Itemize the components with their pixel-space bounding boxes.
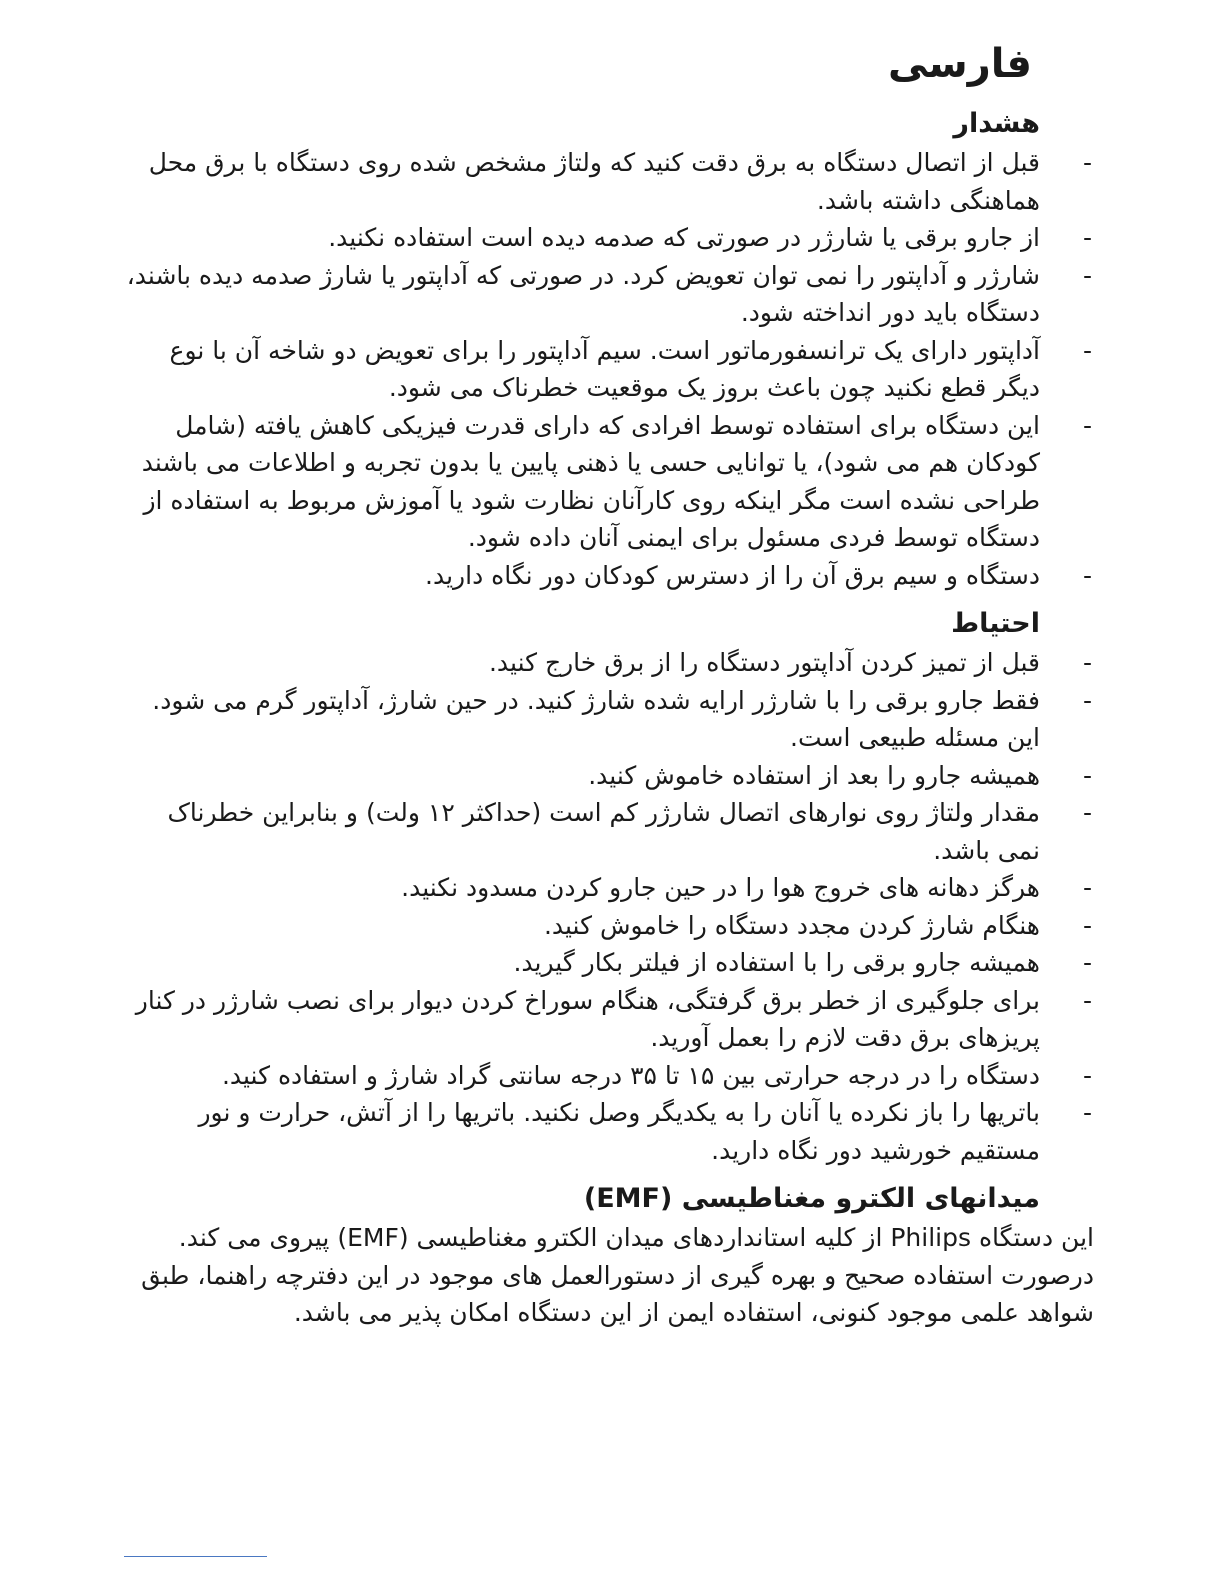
list-item (118, 794, 1094, 869)
list-item (118, 644, 1094, 682)
list-item (118, 219, 1094, 257)
list-item-text: از جارو برقی یا شارژر در صورتی که صدمه دیده است استفاده نکنید. (328, 223, 1040, 252)
list-item-text: شارژر و آداپتور را نمی توان تعویض کرد. در صورتی که آداپتور یا شارژ صدمه دیده باشند، دستگاه باید دور انداخته شود. (126, 260, 1040, 327)
bullet-dash: - (1082, 798, 1092, 827)
list-item (118, 869, 1094, 907)
bullet-dash: - (1082, 948, 1092, 977)
list-item-text: برای جلوگیری از خطر برق گرفتگی، هنگام سوراخ کردن دیوار برای نصب شارژر در کنار پریزهای برق دقت لازم را بعمل آورید. (135, 985, 1040, 1052)
warning-list (118, 144, 1094, 594)
list-item-text: هرگز دهانه های خروج هوا را در حین جارو کردن مسدود نکنید. (401, 873, 1040, 902)
emf-paragraph: درصورت استفاده صحیح و بهره گیری از دستورالعمل های موجود در این دفترچه راهنما، طبق شواهد علمی موجود کنونی، استفاده ایمن از این دستگاه امکان پذیر می باشد. (141, 1260, 1094, 1327)
bullet-dash: - (1082, 1098, 1092, 1127)
caution-heading: احتیاط (951, 608, 1040, 639)
bullet-dash: - (1082, 648, 1092, 677)
list-item-text: قبل از تمیز کردن آداپتور دستگاه را از برق خارج کنید. (488, 648, 1040, 677)
list-item-text: هنگام شارژ کردن مجدد دستگاه را خاموش کنید. (543, 910, 1040, 940)
bullet-dash: - (1082, 560, 1092, 590)
list-item-text: همیشه جارو برقی را با استفاده از فیلتر بکار گیرید. (513, 948, 1040, 977)
list-item (118, 757, 1094, 795)
list-item (118, 1057, 1094, 1095)
bullet-dash: - (1082, 223, 1092, 252)
list-item (118, 557, 1094, 595)
bullet-dash: - (1082, 685, 1092, 715)
list-item (118, 944, 1094, 982)
list-item-text: باتریها را باز نکرده یا آنان را به یکدیگر وصل نکنید. باتریها را از آتش، حرارت و نور مستقیم خورشید دور نگاه دارید. (198, 1098, 1040, 1165)
footnote-divider (124, 1556, 267, 1557)
document-page (118, 30, 1094, 1332)
bullet-dash: - (1082, 760, 1092, 790)
list-item (118, 1094, 1094, 1169)
list-item (118, 682, 1094, 757)
bullet-dash: - (1082, 148, 1092, 177)
list-item (118, 982, 1094, 1057)
emf-paragraph: این دستگاه Philips از کلیه استانداردهای میدان الکترو مغناطیسی (EMF) پیروی می کند. (178, 1223, 1094, 1252)
list-item-text: فقط جارو برقی را با شارژر ارایه شده شارژ کنید. در حین شارژ، آداپتور گرم می شود. این مسئله طبیعی است. (152, 685, 1040, 752)
list-item (118, 907, 1094, 945)
list-item (118, 332, 1094, 407)
caution-list (118, 644, 1094, 1169)
warning-heading: هشدار (953, 108, 1040, 139)
bullet-dash: - (1082, 410, 1092, 440)
emf-heading: میدانهای الکترو مغناطیسی (EMF) (583, 1183, 1040, 1214)
list-item-text: دستگاه را در درجه حرارتی بین ۱۵ تا ۳۵ درجه سانتی گراد شارژ و استفاده کنید. (221, 1060, 1040, 1090)
list-item-text: قبل از اتصال دستگاه به برق دقت کنید که ولتاژ مشخص شده روی دستگاه با برق محل هماهنگی داشته باشد. (148, 148, 1040, 215)
list-item-text: همیشه جارو را بعد از استفاده خاموش کنید. (588, 760, 1040, 790)
list-item (118, 257, 1094, 332)
page-title: فارسی (887, 41, 1032, 87)
bullet-dash: - (1082, 335, 1092, 365)
bullet-dash: - (1082, 873, 1092, 902)
list-item (118, 407, 1094, 557)
bullet-dash: - (1082, 260, 1092, 290)
list-item-text: آداپتور دارای یک ترانسفورماتور است. سیم آداپتور را برای تعویض دو شاخه آن با نوع دیگر قطع نکنید چون باعث بروز یک موقعیت خطرناک می شود. (169, 335, 1040, 402)
bullet-dash: - (1082, 910, 1092, 940)
list-item-text: مقدار ولتاژ روی نوارهای اتصال شارژر کم است (حداکثر ۱۲ ولت) و بنابراین خطرناک نمی باشد. (167, 798, 1040, 865)
list-item (118, 144, 1094, 219)
bullet-dash: - (1082, 985, 1092, 1015)
bullet-dash: - (1082, 1060, 1092, 1090)
list-item-text: این دستگاه برای استفاده توسط افرادی که دارای قدرت فیزیکی کاهش یافته (شامل کودکان هم می شود)، یا توانایی حسی یا ذهنی پایین یا بدون تجربه و اطلاعات می باشند طراحی نشده است مگر اینکه روی کارآنان نظارت شود یا آموزش مربوط به استفاده از دستگاه توسط فردی مسئول برای ایمنی آنان داده شود. (141, 410, 1040, 552)
list-item-text: دستگاه و سیم برق آن را از دسترس کودکان دور نگاه دارید. (425, 560, 1040, 590)
